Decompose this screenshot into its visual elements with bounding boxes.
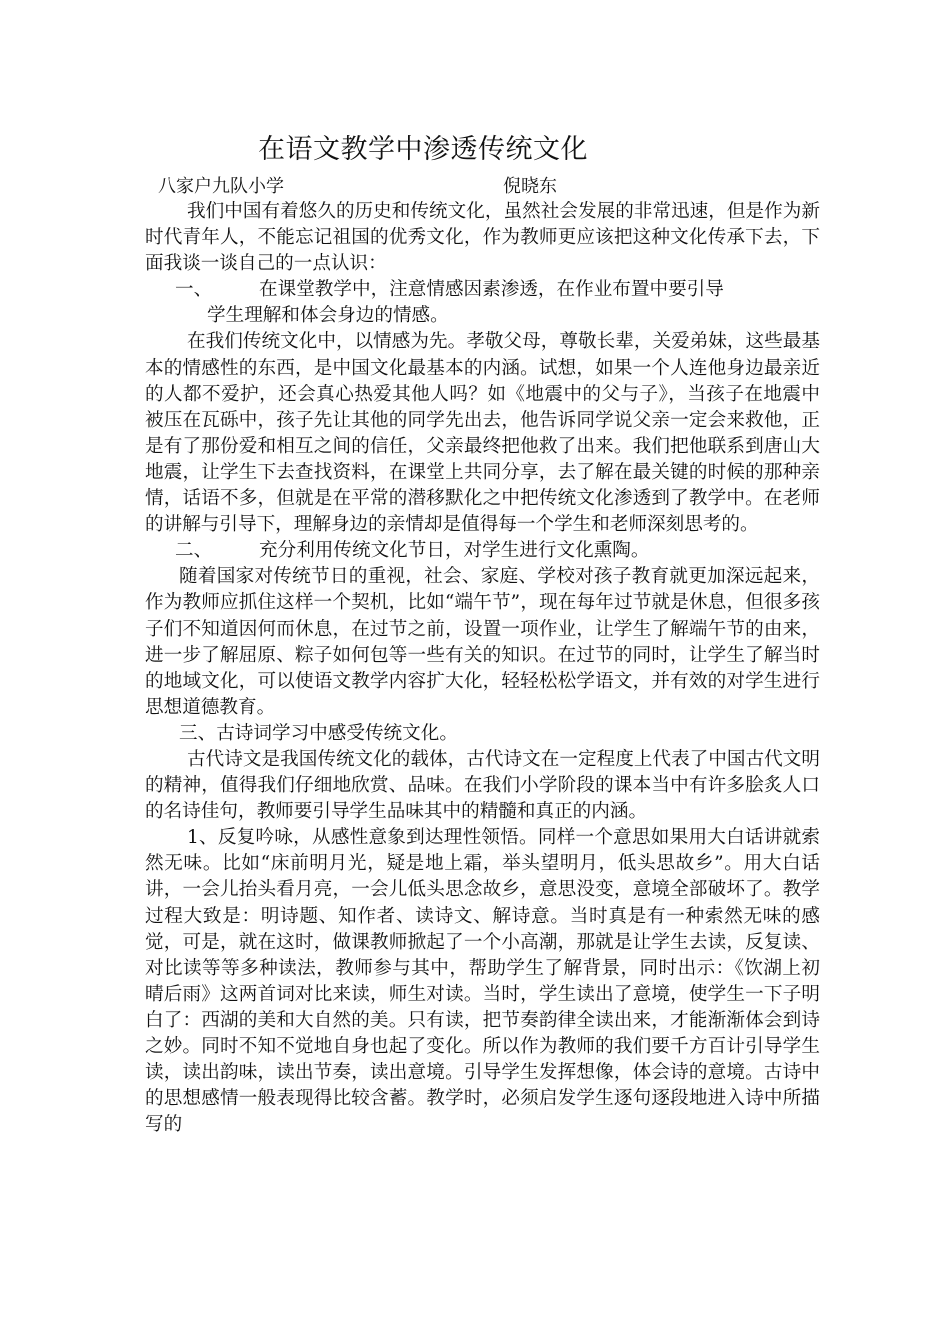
document-body xyxy=(145,199,820,1138)
section-1-paragraph: 在我们传统文化中，以情感为先。孝敬父母，尊敬长辈，关爱弟妹，这些最基本的情感性的东西，是中国文化最基本的内涵。试想，如果一个人连他身边最亲近的人都不爱护，还会真心热爱其他人吗？如《地震中的父与子》，当孩子在地震中被压在瓦砾中，孩子先让其他的同学先出去，他告诉同学说父亲一定会来救他，正是有了那份爱和相互之间的信任，父亲最终把他救了出来。我们把他联系到唐山大地震，让学生下去查找资料，在课堂上共同分享，去了解在最关键的时候的那种亲情，话语不多，但就是在平常的潜移默化之中把传统文化渗透到了教学中。在老师的讲解与引导下，理解身边的亲情却是值得每一个学生和老师深刻思考的。 xyxy=(145,331,820,536)
section-1-number: 一、 xyxy=(175,279,213,301)
section-3-paragraph: 古代诗文是我国传统文化的载体，古代诗文在一定程度上代表了中国古代文明的精神，值得我们仔细地欣赏、品味。在我们小学阶段的课本当中有许多脍炙人口的名诗佳句，教师要引导学生品味其中的精髓和真正的内涵。 xyxy=(145,748,820,823)
intro-paragraph: 我们中国有着悠久的历史和传统文化，虽然社会发展的非常迅速，但是作为新时代青年人，不能忘记祖国的优秀文化，作为教师更应该把这种文化传承下去，下面我谈一谈自己的一点认识： xyxy=(145,201,820,275)
section-2-number: 二、 xyxy=(175,540,213,562)
section-1-heading-line1: 在课堂教学中，注意情感因素渗透，在作业布置中要引导 xyxy=(259,279,724,301)
section-3-heading: 三、古诗词学习中感受传统文化。 xyxy=(179,722,458,744)
author-name: 倪晓东 xyxy=(503,176,557,197)
document-title: 在语文教学中渗透传统文化 xyxy=(258,134,588,165)
section-2-heading-text: 充分利用传统文化节日，对学生进行文化熏陶。 xyxy=(259,540,650,562)
section-1-heading-line2: 学生理解和体会身边的情感。 xyxy=(207,305,449,327)
section-1-heading xyxy=(145,277,820,329)
section-2-paragraph: 随着国家对传统节日的重视，社会、家庭、学校对孩子教育就更加深远起来，作为教师应抓住这样一个契机，比如“端午节”，现在每年过节就是休息，但很多孩子们不知道因何而休息，在过节之前，设置一项作业，让学生了解端午节的由来，进一步了解屈原、粽子如何包等一些有关的知识。在过节的同时，让学生了解当时的地域文化，可以使语文教学内容扩大化，轻轻松松学语文，并有效的对学生进行思想道德教育。 xyxy=(145,566,820,718)
school-name: 八家户九队小学 xyxy=(158,176,284,197)
section-2-heading xyxy=(145,538,820,564)
section-3-point-1: 1、反复吟咏，从感性意象到达理性领悟。同样一个意思如果用大白话讲就索然无味。比如“床前明月光，疑是地上霜，举头望明月，低头思故乡”。用大白话讲，一会儿抬头看月亮，一会儿低头思念故乡，意思没变，意境全部破坏了。教学过程大致是：明诗题、知作者、读诗文、解诗意。当时真是有一种索然无味的感觉，可是，就在这时，做课教师掀起了一个小高潮，那就是让学生去读，反复读、对比读等等多种读法，教师参与其中，帮助学生了解背景，同时出示：《饮湖上初晴后雨》这两首词对比来读，师生对读。当时，学生读出了意境，使学生一下子明白了：西湖的美和大自然的美。只有读，把节奏韵律全读出来，才能渐渐体会到诗之妙。同时不知不觉地自身也起了变化。所以作为教师的我们要千方百计引导学生读，读出韵味，读出节奏，读出意境。引导学生发挥想像，体会诗的意境。古诗中的思想感情一般表现得比较含蓄。教学时，必须启发学生逐句逐段地进入诗中所描写的 xyxy=(145,827,820,1136)
